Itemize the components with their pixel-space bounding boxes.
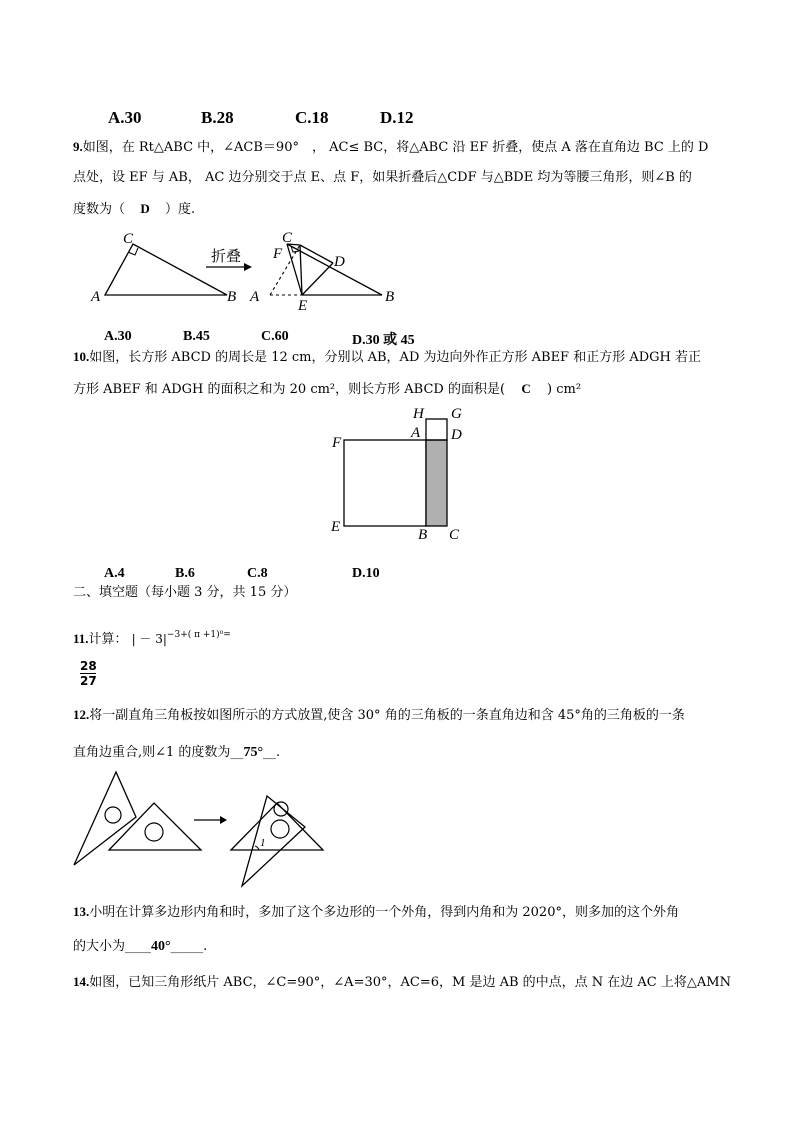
q11-expr-abs: | － 3| [131,632,167,646]
label-e: E [331,519,341,535]
triangle-abc [105,244,227,295]
q13-answer: 40° [151,939,171,954]
q12-line1 [73,707,685,724]
q9-text-3b: ）度. [165,202,196,217]
q9-option-c: C.60 [261,329,289,344]
q13-line1 [73,904,679,921]
q9-line2: 点处，设 EF 与 AB， AC 边分别交于点 E、点 F，如果折叠后△CDF 与△BDE 均为等腰三角形，则∠B 的 [73,170,692,185]
q10-option-c: C.8 [247,566,268,581]
q10-line2 [73,381,581,398]
label-f: F [273,246,283,262]
q11-denominator: 27 [80,674,97,688]
q12-text-2a: 直角边重合,则∠1 的度数为__ [73,745,244,760]
q13-line2 [73,939,207,955]
q11-number: 11. [73,631,89,646]
q9-option-b: B.45 [183,329,210,344]
q11-line [73,627,231,648]
hole-circle [105,807,121,823]
label-d: D [334,254,345,270]
hole-circle-2 [145,823,163,841]
label-a: A [411,425,421,441]
triangle-45-right [231,803,323,850]
q9-number: 9. [73,139,83,154]
option-c: C.18 [295,108,329,127]
q10-option-b: B.6 [175,566,195,581]
q12-line2 [73,745,280,761]
option-b: B.28 [201,108,234,127]
q9-answer: D [140,201,150,216]
rectangle-abcd [426,440,447,526]
q14-text-1: 如图，已知三角形纸片 ABC，∠C=90°，∠A=30°，AC=6，M 是边 AB 的中点，点 N 在边 AC 上将△AMN [89,975,731,990]
q9-text-3a: 度数为（ [73,202,126,217]
label-a: A [91,289,101,305]
q9-line3 [73,201,195,218]
label-f: F [332,435,342,451]
q10-line1 [73,349,701,366]
side-ed [302,263,333,295]
q10-figure [325,402,475,547]
label-b: B [418,527,428,543]
q13-number: 13. [73,904,90,919]
label-c2: C [282,230,293,246]
q10-number: 10. [73,349,90,364]
option-a: A.30 [108,108,142,127]
square-abef [344,440,426,526]
q9-option-a: A.30 [104,329,132,344]
q12-answer: 75° [243,745,264,760]
q10-text-2a: 方形 ABEF 和 ADGH 的面积之和为 20 cm²，则长方形 ABCD 的面积是( [73,382,506,397]
label-c: C [449,527,460,543]
q11-expr-sup: −3+( π +1)⁰= [166,630,231,640]
option-d: D.12 [380,108,414,127]
q9-option-d: D.30 或 45 [352,333,415,348]
arrow-head [220,816,227,824]
q10-option-d: D.10 [352,566,380,581]
label-e: E [298,298,308,314]
hole-circle-3 [271,820,289,838]
hole-circle-4 [274,802,288,816]
q11-numerator: 28 [80,659,97,673]
triangle-30-left [74,772,136,865]
q12-text-1: 将一副直角三角板按如图所示的方式放置,使含 30° 角的三角板的一条直角边和含 45°角的三角板的一条 [89,708,685,723]
label-b2: B [385,289,395,305]
q12-text-2b: __. [263,745,281,760]
section-heading: 二、填空题（每小题 3 分，共 15 分） [73,585,297,600]
q13-text-2a: 的大小为____ [73,939,152,954]
q10-option-a: A.4 [104,566,125,581]
q9-line1 [73,139,708,156]
q12-figure [70,770,330,890]
q14-line1 [73,974,731,991]
label-a2: A [250,289,260,305]
q11-answer-fraction [80,659,97,688]
arrow-head [244,263,252,271]
q13-text-2b: _____. [170,939,208,954]
label-c: C [123,231,134,247]
label-h: H [413,406,424,422]
q14-number: 14. [73,974,90,989]
q10-answer: C [521,381,531,396]
q9-figure [80,225,410,315]
label-d: D [451,427,462,443]
q9-text-1: 如图，在 Rt△ABC 中，∠ACB＝90° ， AC≤ BC，将△ABC 沿 EF 折叠，使点 A 落在直角边 BC 上的 D [82,140,709,155]
label-b: B [227,289,237,305]
q12-number: 12. [73,707,90,722]
fold-label: 折叠 [211,247,242,265]
q10-text-2b: ) cm² [547,382,582,397]
angle-1-label: 1 [260,837,266,849]
q11-text: 计算： [88,632,128,647]
square-adgh [426,419,447,440]
label-g: G [451,406,462,422]
q10-text-1: 如图，长方形 ABCD 的周长是 12 cm，分别以 AB，AD 为边向外作正方形 ABEF 和正方形 ADGH 若正 [89,350,702,365]
q13-text-1: 小明在计算多边形内角和时，多加了这个多边形的一个外角，得到内角和为 2020°，则多加的这个外角 [89,905,679,920]
